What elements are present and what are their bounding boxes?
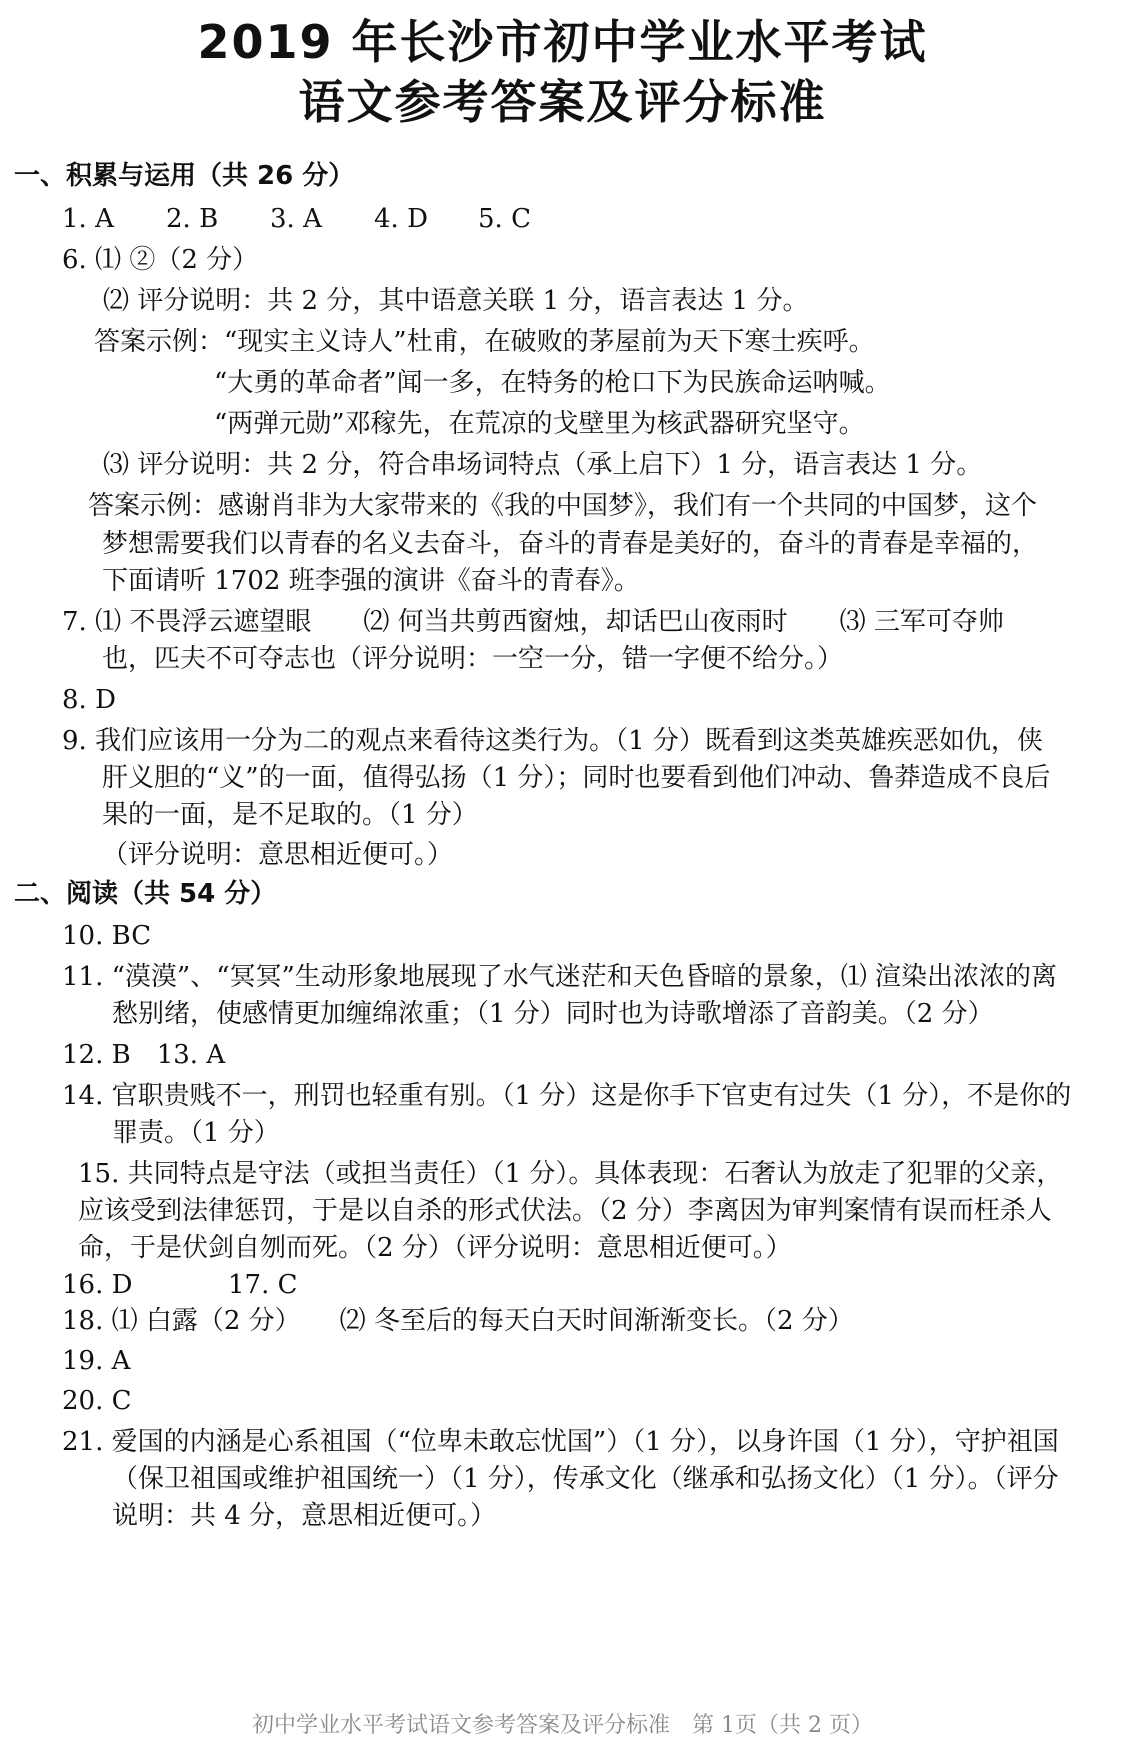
answer-q21-line2: （保卫祖国或维护祖国统一）（1 分），传承文化（继承和弘扬文化）（1 分）。（评分	[112, 1464, 1059, 1494]
answer-q10: 10. BC	[62, 921, 152, 951]
answer-q6-1: 6. ⑴ ②（2 分）	[62, 245, 259, 275]
answer-q6-2-example-2: “大勇的革命者”闻一多，在特务的枪口下为民族命运呐喊。	[214, 368, 891, 398]
answer-q9-note: （评分说明：意思相近便可。）	[102, 840, 454, 870]
answer-q6-3-example-3: 下面请听 1702 班李强的演讲《奋斗的青春》。	[102, 566, 640, 596]
page-footer: 初中学业水平考试语文参考答案及评分标准 第 1页（共 2 页）	[252, 1713, 873, 1738]
answer-q20: 20. C	[62, 1386, 132, 1416]
answer-q6-2: ⑵ 评分说明：共 2 分，其中语意关联 1 分，语言表达 1 分。	[103, 286, 809, 316]
answer-q6-2-example-1: 答案示例：“现实主义诗人”杜甫，在破败的茅屋前为天下寒士疾呼。	[94, 327, 875, 357]
answer-q6-3-example-2: 梦想需要我们以青春的名义去奋斗，奋斗的青春是美好的，奋斗的青春是幸福的，	[102, 529, 1039, 559]
answer-q16: 16. D	[62, 1270, 133, 1300]
answer-q8: 8. D	[62, 685, 116, 715]
doc-title-line2: 语文参考答案及评分标准	[298, 75, 827, 129]
answer-row-1-5	[62, 204, 531, 234]
answer-q4: 4. D	[374, 204, 428, 234]
answer-q7-line1: 7. ⑴ 不畏浮云遮望眼 ⑵ 何当共剪西窗烛，却话巴山夜雨时 ⑶ 三军可夺帅	[62, 607, 1004, 637]
answer-q14-line2: 罪责。（1 分）	[112, 1118, 280, 1148]
answer-q21-line3: 说明：共 4 分，意思相近便可。）	[112, 1501, 497, 1531]
answer-q9-line2: 肝义胆的“义”的一面，值得弘扬（1 分）；同时也要看到他们冲动、鲁莽造成不良后	[102, 763, 1051, 793]
answer-q17: 17. C	[228, 1270, 298, 1300]
answer-q7-line2: 也，匹夫不可夺志也（评分说明：一空一分，错一字便不给分。）	[102, 644, 844, 674]
answer-q15-line2: 应该受到法律惩罚，于是以自杀的形式伏法。（2 分）李离因为审判案情有误而枉杀人	[78, 1196, 1052, 1226]
doc-title-line1: 2019 年长沙市初中学业水平考试	[197, 15, 928, 69]
answer-q15-line3: 命，于是伏剑自刎而死。（2 分）（评分说明：意思相近便可。）	[78, 1233, 792, 1263]
answer-q5: 5. C	[478, 204, 531, 234]
section-heading-1: 一、积累与运用（共 26 分）	[14, 161, 355, 191]
answer-q2: 2. B	[166, 204, 219, 234]
answer-q6-3-example-1: 答案示例：感谢肖非为大家带来的《我的中国梦》，我们有一个共同的中国梦，这个	[88, 491, 1038, 521]
answer-q21-line1: 21. 爱国的内涵是心系祖国（“位卑未敢忘忧国”）（1 分），以身许国（1 分），守护祖国	[62, 1427, 1059, 1457]
answer-q15-line1: 15. 共同特点是守法（或担当责任）（1 分）。具体表现：石奢认为放走了犯罪的父亲，	[78, 1159, 1063, 1189]
answer-q19: 19. A	[62, 1346, 131, 1376]
answer-q12-13: 12. B 13. A	[62, 1040, 226, 1070]
answer-q11-line2: 愁别绪，使感情更加缠绵浓重；（1 分）同时也为诗歌增添了音韵美。（2 分）	[112, 999, 994, 1029]
answer-q14-line1: 14. 官职贵贱不一，刑罚也轻重有别。（1 分）这是你手下官吏有过失（1 分），不是你的	[62, 1081, 1072, 1111]
answer-q1: 1. A	[62, 204, 114, 234]
answer-q9-line1: 9. 我们应该用一分为二的观点来看待这类行为。（1 分）既看到这类英雄疾恶如仇，侠	[62, 726, 1043, 756]
answer-q18: 18. ⑴ 白露（2 分） ⑵ 冬至后的每天白天时间渐渐变长。（2 分）	[62, 1306, 854, 1336]
answer-q6-2-example-3: “两弹元勋”邓稼先，在荒凉的戈壁里为核武器研究坚守。	[214, 409, 865, 439]
answer-q11-line1: 11. “漠漠”、“冥冥”生动形象地展现了水气迷茫和天色昏暗的景象，⑴ 渲染出浓浓的离	[62, 962, 1058, 992]
answer-q6-3: ⑶ 评分说明：共 2 分，符合串场词特点（承上启下）1 分，语言表达 1 分。	[103, 450, 983, 480]
section-heading-2: 二、阅读（共 54 分）	[14, 879, 277, 909]
answer-row-16-17	[62, 1270, 298, 1300]
answer-q9-line3: 果的一面，是不足取的。（1 分）	[102, 800, 478, 830]
answer-q3: 3. A	[270, 204, 322, 234]
